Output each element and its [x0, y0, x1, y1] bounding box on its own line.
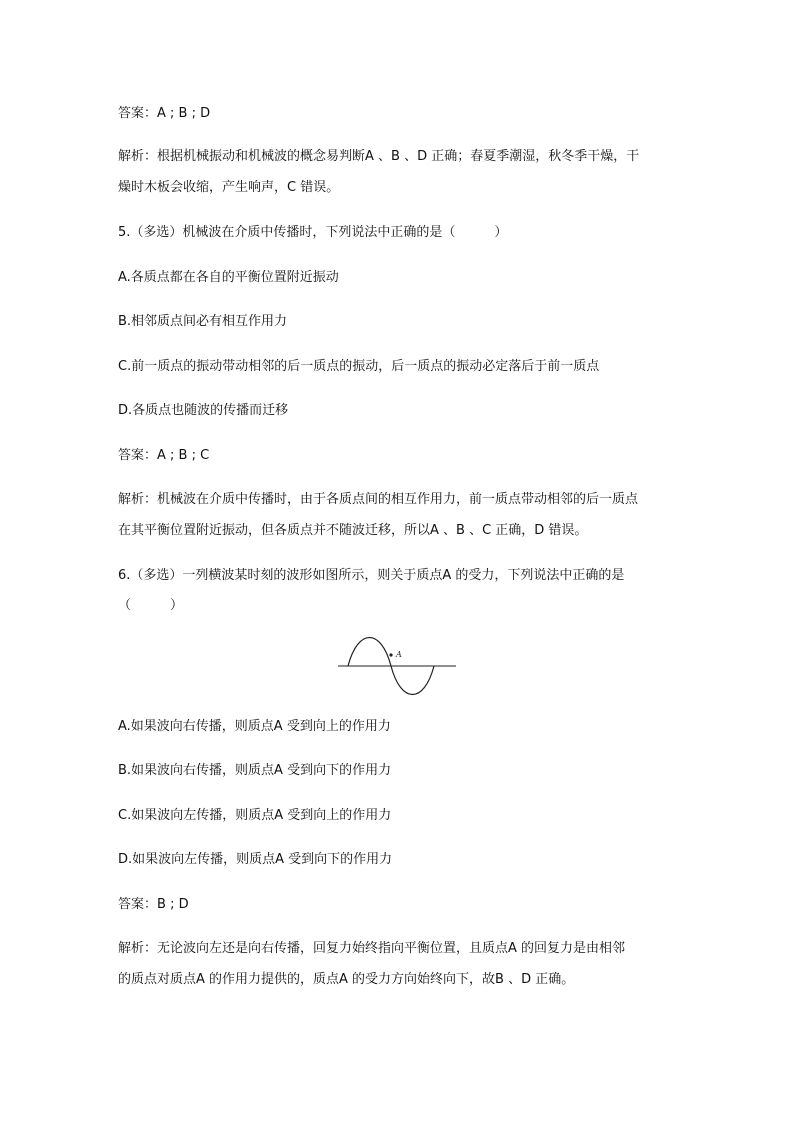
question-text: （多选）一列横波某时刻的波形如图所示，则关于质点A 的受力，下列说法中正确的是 [130, 568, 625, 583]
analysis-text: 机械波在介质中传播时，由于各质点间的相互作用力，前一质点带动相邻的后一质点 [157, 492, 639, 507]
option-d: D.如果波向左传播，则质点A 受到向下的作用力 [118, 852, 393, 867]
analysis-line [118, 941, 625, 957]
option-c: C.如果波向左传播，则质点A 受到向上的作用力 [118, 808, 392, 823]
analysis-line: 在其平衡位置附近振动，但各质点并不随波迁移，所以A 、B 、C 正确，D 错误。 [118, 523, 588, 538]
answer-value: B ; D [157, 897, 189, 912]
option-b: B.如果波向右传播，则质点A 受到向下的作用力 [118, 763, 392, 778]
analysis-text: 根据机械振动和机械波的概念易判断A 、B 、D 正确；春夏季潮湿，秋冬季干燥，干 [157, 149, 640, 164]
option-a: A.各质点都在各自的平衡位置附近振动 [118, 270, 339, 285]
question-number: 5. [118, 225, 131, 240]
analysis-text: 无论波向左还是向右传播，回复力始终指向平衡位置，且质点A 的回复力是由相邻 [157, 941, 626, 956]
answer-value: A ; B ; C [157, 448, 210, 463]
answer-value: A ; B ; D [157, 106, 211, 121]
point-a-label: A [396, 650, 402, 659]
analysis-label: 解析： [118, 492, 158, 507]
question-stem [118, 225, 507, 241]
option-b: B.相邻质点间必有相互作用力 [118, 314, 288, 329]
answer-line [118, 897, 189, 913]
analysis-label: 解析： [118, 941, 158, 956]
answer-label: 答案： [118, 448, 158, 463]
answer-label: 答案： [118, 897, 158, 912]
answer-label: 答案： [118, 106, 158, 121]
analysis-line: 的质点对质点A 的作用力提供的，质点A 的受力方向始终向下，故B 、D 正确。 [118, 972, 575, 987]
analysis-line [118, 492, 638, 508]
analysis-line [118, 149, 639, 165]
wave-diagram [338, 636, 456, 696]
option-a: A.如果波向右传播，则质点A 受到向上的作用力 [118, 719, 391, 734]
question-number: 6. [118, 568, 131, 583]
question-blank: （ ） [118, 598, 184, 613]
option-d: D.各质点也随波的传播而迁移 [118, 403, 289, 418]
answer-line [118, 448, 209, 464]
option-c: C.前一质点的振动带动相邻的后一质点的振动，后一质点的振动必定落后于前一质点 [118, 359, 600, 374]
question-stem [118, 568, 624, 584]
analysis-line: 燥时木板会收缩，产生响声，C 错误。 [118, 180, 340, 195]
point-a-marker [389, 653, 392, 656]
wave-figure [338, 636, 456, 696]
answer-line [118, 106, 210, 122]
question-text: （多选）机械波在介质中传播时，下列说法中正确的是（ ） [130, 225, 508, 240]
analysis-label: 解析： [118, 149, 158, 164]
